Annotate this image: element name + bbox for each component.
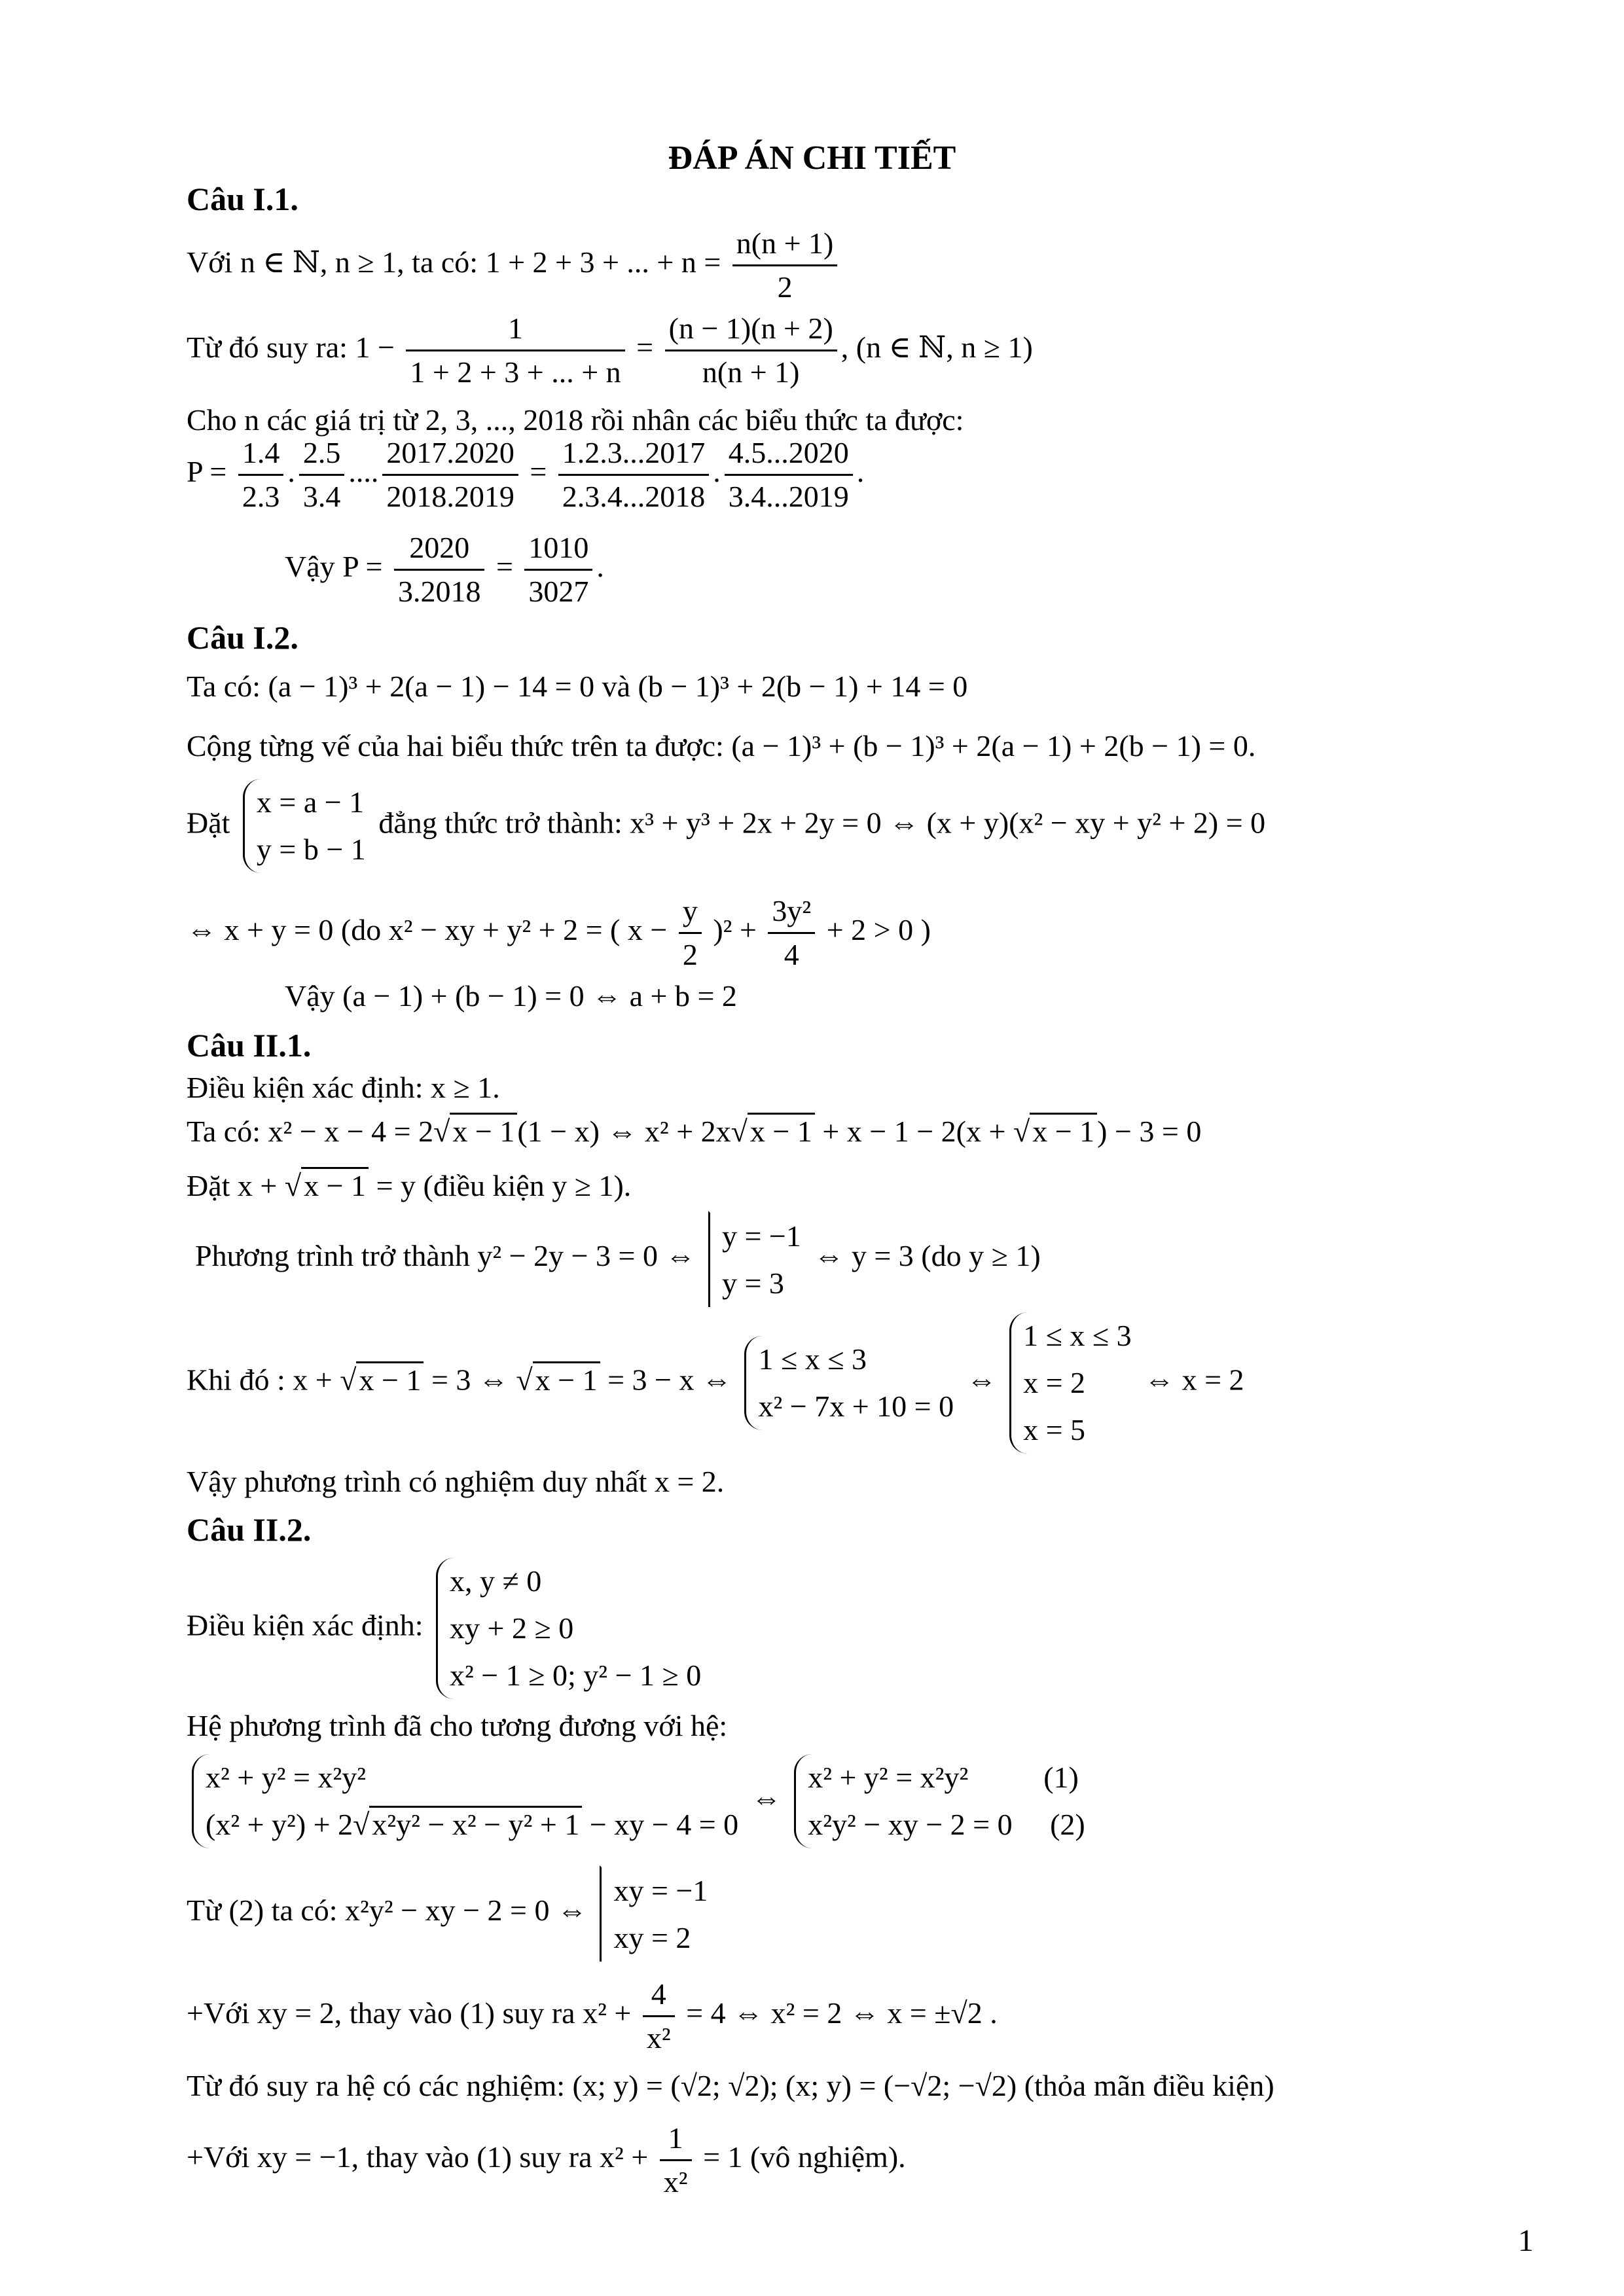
ii2-line1: Điều kiện xác định: x, y ≠ 0 xy + 2 ≥ 0 x² − 1 ≥ 0; y² − 1 ≥ 0 [187, 1558, 706, 1699]
ii1-result: Vậy phương trình có nghiệm duy nhất x = 2. [187, 1465, 725, 1498]
i1-line1-text: Với n ∈ ℕ, n ≥ 1, ta có: 1 + 2 + 3 + ... + n = [187, 245, 729, 279]
i2-result: Vậy (a − 1) + (b − 1) = 0 ⇔ a + b = 2 [285, 979, 737, 1013]
equation-alternatives: xy = −1 xy = 2 [600, 1865, 708, 1962]
ii2-line6: Từ đó suy ra hệ có các nghiệm: (x; y) = (√2; √2); (x; y) = (−√2; −√2) (thỏa mãn điều kiện) [187, 2069, 1274, 2102]
fraction: $\frac{n(n + 1)}{2}$ [732, 223, 838, 308]
i2-line1: Ta có: (a − 1)³ + 2(a − 1) − 14 = 0 và (b − 1)³ + 2(b − 1) + 14 = 0 [187, 670, 968, 703]
fraction: $\frac{4.5...2020}{3.4...2019}$ [725, 432, 853, 518]
equation-system: 1 ≤ x ≤ 3 x² − 7x + 10 = 0 [744, 1336, 954, 1430]
i1-product: P = $\frac{1.4}{2.3}$ . $\frac{2.5}{3.4}$ .... $\frac{2017.2020}{2018.2019}$ = $\frac{1.2.3...2017}{2.3.4...2018}$ . $\frac{4.5...2020}{3.4...2019}$ . [187, 432, 864, 518]
equation-system: 1 ≤ x ≤ 3 x = 2 x = 5 [1009, 1312, 1132, 1454]
i2-line2: Cộng từng vế của hai biểu thức trên ta được: (a − 1)³ + (b − 1)³ + 2(a − 1) + 2(b − 1) = 0. [187, 729, 1256, 762]
i2-line3: Đặt x = a − 1 y = b − 1 đẳng thức trở thành: x³ + y³ + 2x + 2y = 0 ⇔ (x + y)(x² − xy + y² + 2) = 0 [187, 779, 1265, 873]
i1-line1 [187, 223, 841, 308]
fraction: $\frac{1010}{3027}$ [524, 527, 592, 613]
fraction: $\frac{1.2.3...2017}{2.3.4...2018}$ [558, 432, 710, 518]
equation-system: x² + y² = x²y² (1) x²y² − xy − 2 = 0 (2) [794, 1754, 1085, 1848]
equation-system: x² + y² = x²y² (x² + y²) + 2√x²y² − x² − y² + 1 − xy − 4 = 0 [192, 1754, 738, 1848]
i1-line3: Cho n các giá trị từ 2, 3, ..., 2018 rồi nhân các biểu thức ta được: [187, 403, 964, 437]
heading-cau-ii1: Câu II.1. [187, 1027, 312, 1064]
ii2-line5: +Với xy = 2, thay vào (1) suy ra x² + $\frac{4}{\text{x²}}$ = 4 ⇔ x² = 2 ⇔ x = ±√2 . [187, 1973, 998, 2059]
page-title: ĐÁP ÁN CHI TIẾT [668, 139, 956, 177]
ii2-line4: Từ (2) ta có: x²y² − xy − 2 = 0 ⇔ xy = −1 xy = 2 [187, 1865, 713, 1962]
page-number: 1 [1518, 2223, 1534, 2258]
fraction: $\frac{2020}{3.2018}$ [394, 527, 485, 613]
ii1-line4: Phương trình trở thành y² − 2y − 3 = 0 ⇔ y = −1 y = 3 ⇔ y = 3 (do y ≥ 1) [195, 1211, 1041, 1307]
i2-line4: ⇔ x + y = 0 (do x² − xy + y² + 2 = ( x − $\frac{y}{2}$ )² + $\frac{\text{3y²}}{4}$ + 2 > 0 ) [187, 890, 931, 976]
heading-cau-i1: Câu I.1. [187, 181, 298, 217]
fraction: $\frac{1.4}{2.3}$ [238, 432, 284, 518]
ii1-line2: Ta có: x² − x − 4 = 2√x − 1(1 − x) ⇔ x² + 2x√x − 1 + x − 1 − 2(x + √x − 1) − 3 = 0 [187, 1114, 1201, 1149]
i1-result: Vậy P = $\frac{2020}{3.2018}$ = $\frac{1010}{3027}$ . [285, 527, 604, 613]
heading-cau-i2: Câu I.2. [187, 619, 298, 656]
ii1-line3: Đặt x + √x − 1 = y (điều kiện y ≥ 1). [187, 1168, 631, 1204]
ii2-line3: x² + y² = x²y² (x² + y²) + 2√x²y² − x² − y² + 1 − xy − 4 = 0 ⇔ x² + y² = x²y² (1) x²y² − xy − 2 = 0 (2) [187, 1754, 1091, 1848]
ii2-line7: +Với xy = −1, thay vào (1) suy ra x² + $\frac{1}{\text{x²}}$ = 1 (vô nghiệm). [187, 2117, 906, 2203]
fraction: $\frac{2.5}{3.4}$ [299, 432, 345, 518]
equation-system: x, y ≠ 0 xy + 2 ≥ 0 x² − 1 ≥ 0; y² − 1 ≥ 0 [436, 1558, 701, 1699]
fraction: $\frac{1}{1 + 2 + 3 + ... + n}$ [406, 308, 624, 393]
ii2-line2: Hệ phương trình đã cho tương đương với hệ: [187, 1709, 728, 1742]
i1-line2-text: Từ đó suy ra: 1 − [187, 331, 403, 365]
equation-alternatives: y = −1 y = 3 [708, 1211, 801, 1307]
heading-cau-ii2: Câu II.2. [187, 1511, 312, 1548]
fraction: $\frac{(n - 1)(n + 2)}{n(n + 1)}$ [665, 308, 837, 393]
ii1-line1: Điều kiện xác định: x ≥ 1. [187, 1071, 500, 1104]
equation-system: x = a − 1 y = b − 1 [243, 779, 366, 873]
fraction: $\frac{1}{\text{x²}}$ [660, 2117, 692, 2203]
ii1-line5: Khi đó : x + √x − 1 = 3 ⇔ √x − 1 = 3 − x ⇔ 1 ≤ x ≤ 3 x² − 7x + 10 = 0 ⇔ 1 ≤ x ≤ 3 x = 2 x = 5 ⇔ x = 2 [187, 1312, 1244, 1454]
fraction: $\frac{\text{3y²}}{4}$ [768, 890, 815, 976]
fraction: $\frac{4}{\text{x²}}$ [643, 1973, 675, 2059]
fraction: $\frac{2017.2020}{2018.2019}$ [382, 432, 518, 518]
i1-line2: Từ đó suy ra: 1 − $\frac{1}{1 + 2 + 3 + ... + n}$ = $\frac{(n - 1)(n + 2)}{n(n + 1)}$ , (n ∈ ℕ, n ≥ 1) [187, 308, 1033, 393]
fraction: $\frac{y}{2}$ [679, 890, 702, 976]
